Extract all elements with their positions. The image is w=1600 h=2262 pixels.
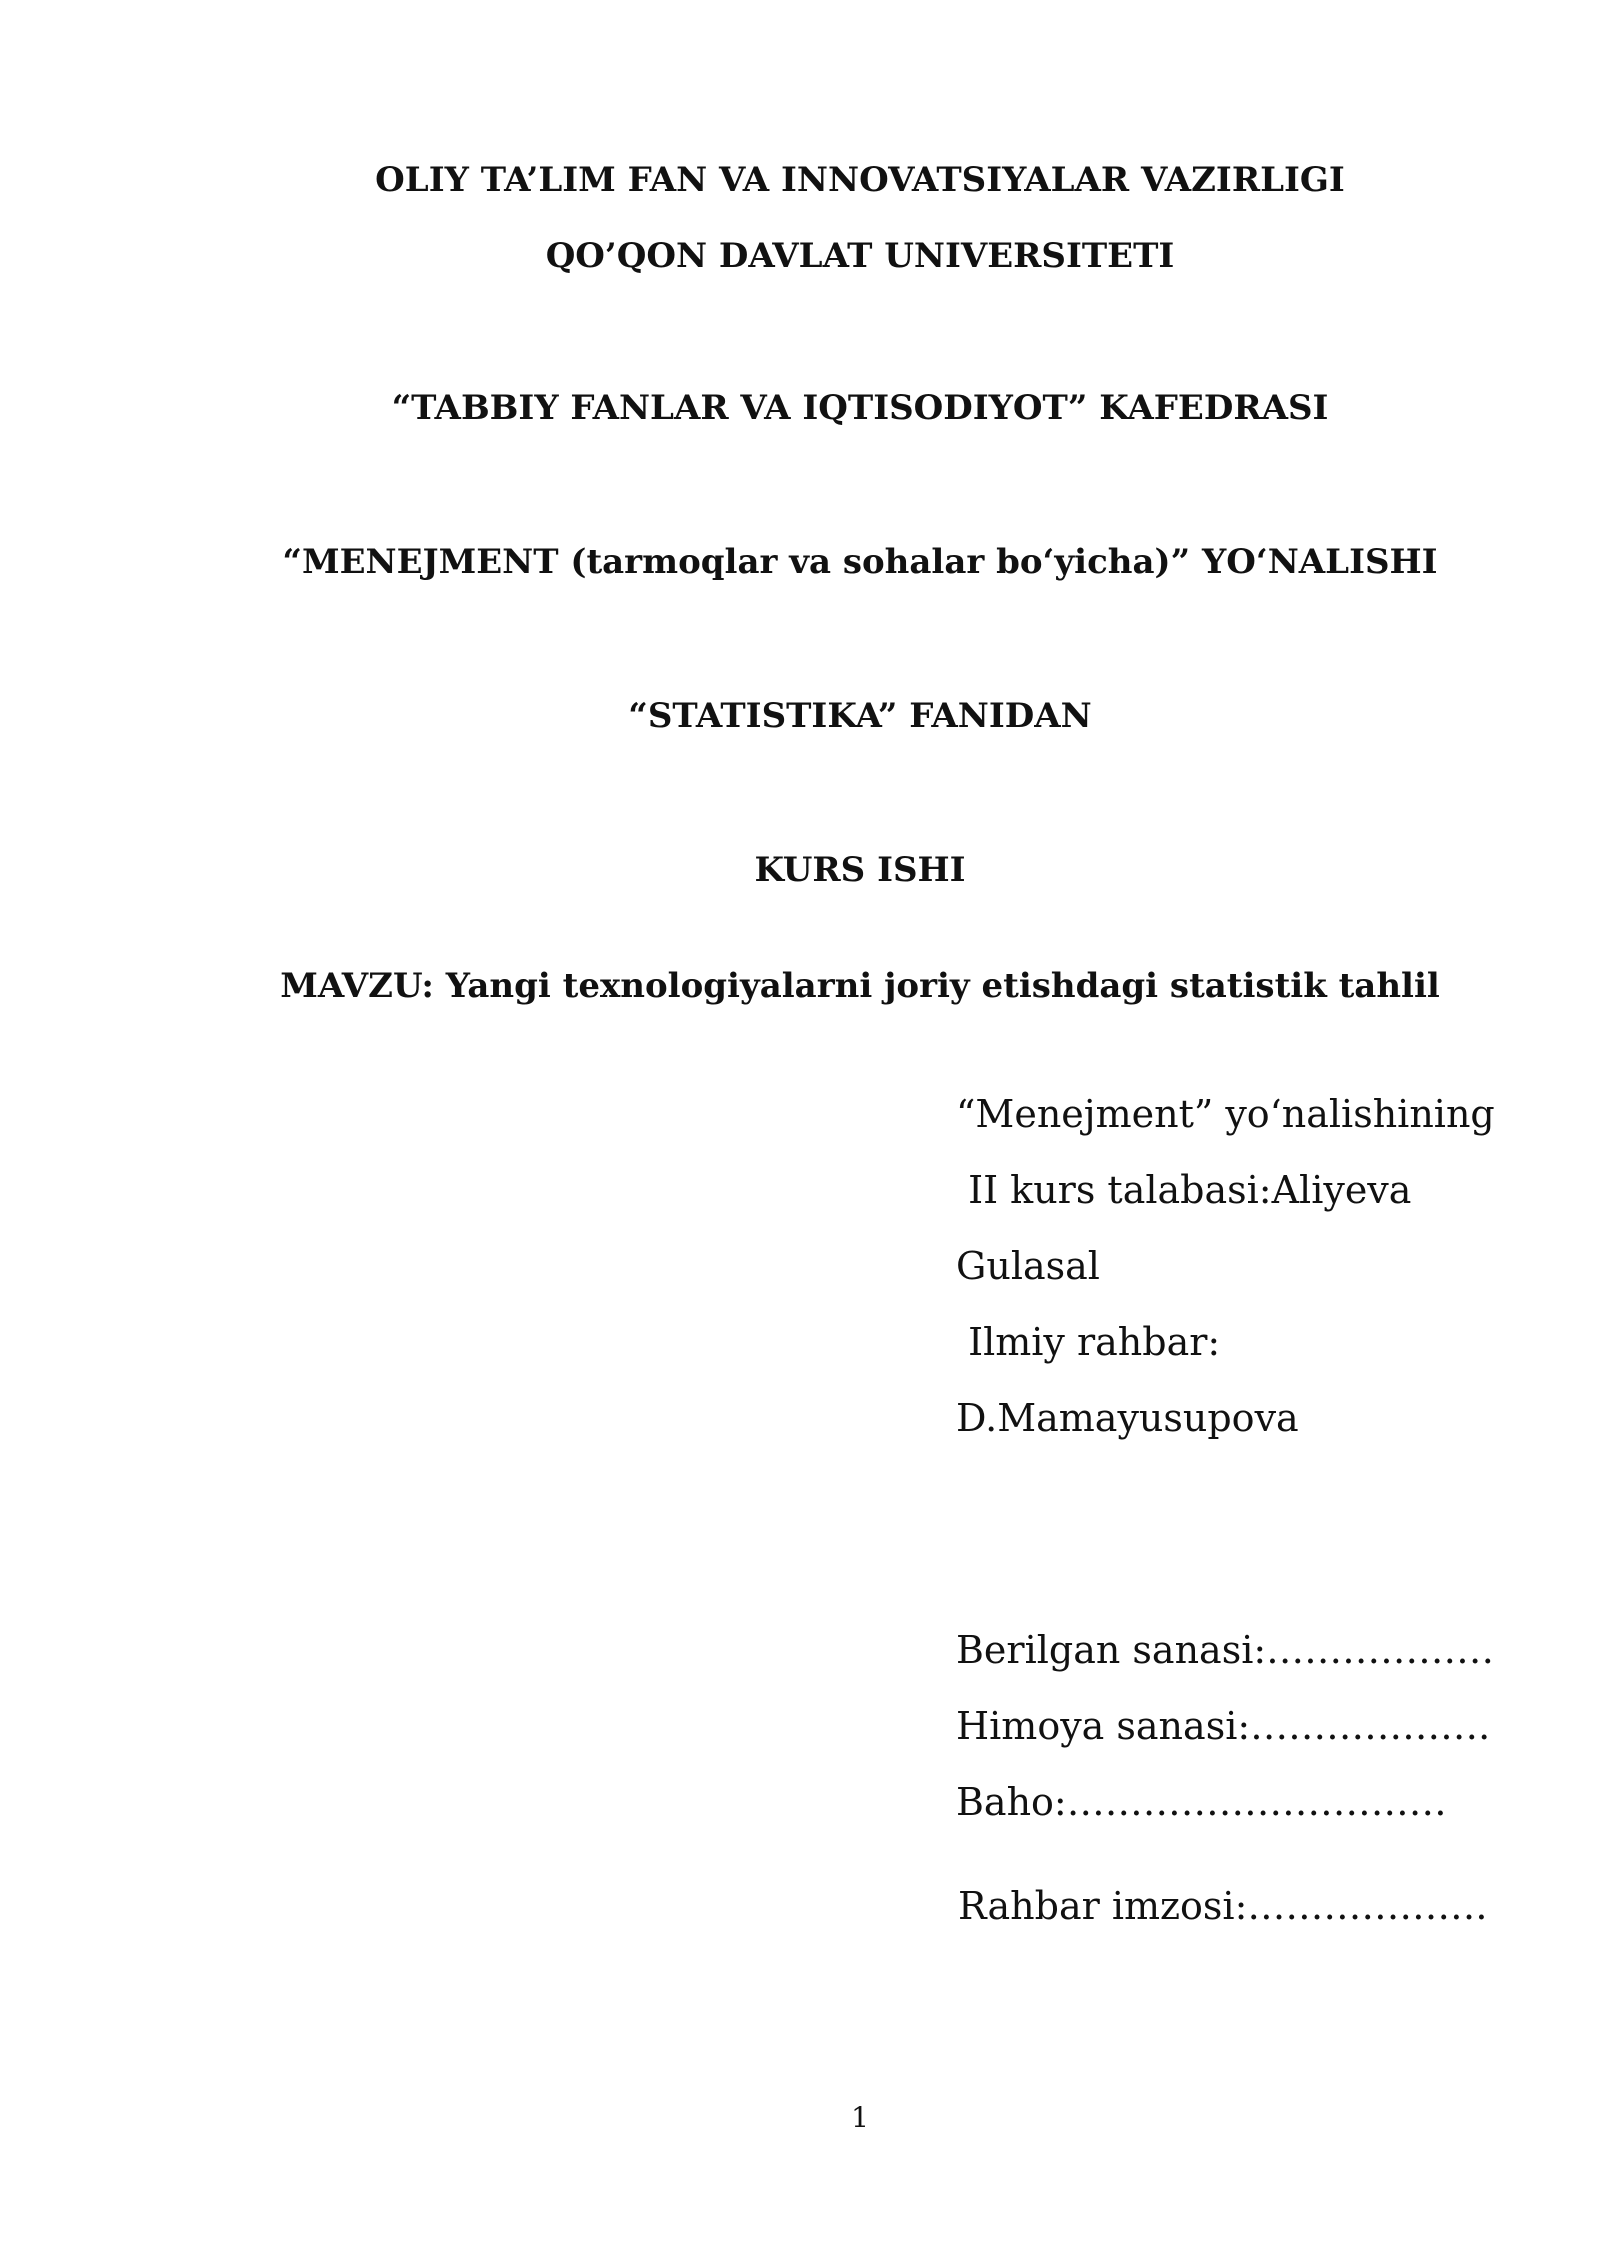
work-type-heading: KURS ISHI [754, 850, 966, 890]
author-name-line: Gulasal [956, 1244, 1100, 1288]
issued-date-line: Berilgan sanasi:……………… [956, 1628, 1495, 1672]
supervisor-name-line: D.Mamayusupova [956, 1396, 1299, 1440]
university-heading: QO’QON DAVLAT UNIVERSITETI [545, 236, 1175, 276]
supervisor-label-line: Ilmiy rahbar: [956, 1320, 1221, 1364]
author-student-line: II kurs talabasi:Aliyeva [956, 1168, 1412, 1212]
direction-heading: “MENEJMENT (tarmoqlar va sohalar bo‘yicha)” YO‘NALISHI [282, 542, 1438, 582]
department-heading: “TABBIY FANLAR VA IQTISODIYOT” KAFEDRASI [391, 388, 1329, 428]
author-direction-line: “Menejment” yo‘nalishining [956, 1092, 1495, 1136]
defense-date-line: Himoya sanasi:………………. [956, 1704, 1491, 1748]
topic-heading: MAVZU: Yangi texnologiyalarni joriy etishdagi statistik tahlil [280, 966, 1440, 1006]
signature-line: Rahbar imzosi:………………. [958, 1884, 1488, 1928]
ministry-heading: OLIY TA’LIM FAN VA INNOVATSIYALAR VAZIRLIGI [375, 160, 1345, 200]
page-number: 1 [851, 2101, 869, 2134]
grade-line: Baho:………………………… [956, 1780, 1447, 1824]
subject-heading: “STATISTIKA” FANIDAN [628, 696, 1092, 736]
